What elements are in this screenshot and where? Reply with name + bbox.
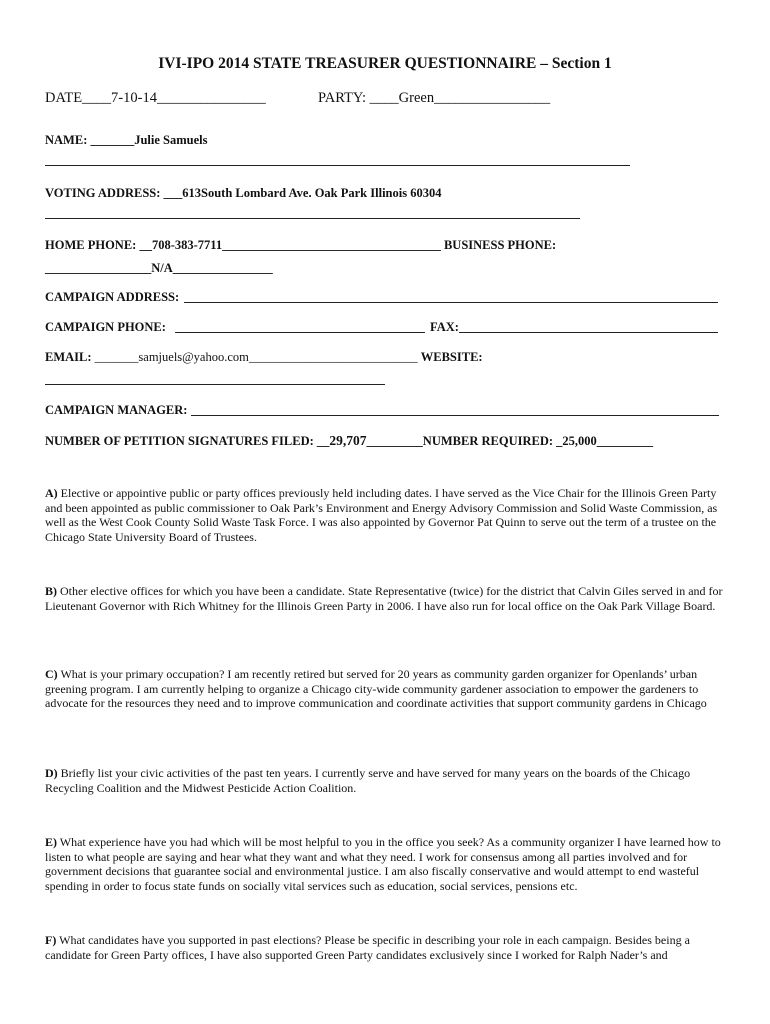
campaign-manager-label: CAMPAIGN MANAGER: xyxy=(45,403,188,417)
fax-label: FAX: xyxy=(430,320,459,334)
question-letter: D) xyxy=(45,766,58,780)
voting-address-field: VOTING ADDRESS: ___613South Lombard Ave. Oak Park Illinois 60304 xyxy=(45,186,442,200)
petition-required-text: _________NUMBER REQUIRED: _25,000_________ xyxy=(366,434,654,448)
email-field xyxy=(45,350,483,365)
question-letter: A) xyxy=(45,486,58,500)
question-text: Briefly list your civic activities of the past ten years. I currently serve and have served for many years on the boards of the Chicago Recycling Coalition and the Midwest Pesticide Action Coalition. xyxy=(45,766,691,795)
page-title: IVI-IPO 2014 STATE TREASURER QUESTIONNAIRE – Section 1 xyxy=(158,55,612,72)
email-value: _______samjuels@yahoo.com___________________________ xyxy=(91,350,418,364)
name-continuation-line xyxy=(45,165,630,166)
petition-filed-value: 29,707 xyxy=(329,433,367,448)
question-text: Other elective offices for which you have been a candidate. State Representative (twice) for the district that Calvin Giles served in and for Lieutenant Governor with Rich Whitney for the Illinois Green Party in 2006. I have also run for local office on the Oak Park Village Board. xyxy=(45,584,723,613)
question-e xyxy=(45,835,725,893)
question-b xyxy=(45,584,725,613)
campaign-phone-label: CAMPAIGN PHONE: xyxy=(45,320,166,334)
question-text: Elective or appointive public or party offices previously held including dates. I have served as the Vice Chair for the Illinois Green Party and been appointed as public commissioner to Oak Park’s Environment and Energy Advisory Commission and Solid Waste Commission, as well as the West Cook County Solid Waste Task Force. I was also appointed by Governor Pat Quinn to serve out the term of a trustee on the Chicago State University Board of Trustees. xyxy=(45,486,718,544)
question-letter: E) xyxy=(45,835,57,849)
petition-filed-label: NUMBER OF PETITION SIGNATURES FILED: __ xyxy=(45,434,330,448)
question-d xyxy=(45,766,725,795)
business-phone-value: _________________N/A________________ xyxy=(45,261,273,275)
fax-blank xyxy=(459,332,718,333)
home-phone-field: HOME PHONE: __708-383-7711___________________________________ BUSINESS PHONE: xyxy=(45,238,557,252)
party-field: PARTY: ____Green________________ xyxy=(318,90,551,106)
question-letter: B) xyxy=(45,584,57,598)
campaign-phone-blank xyxy=(175,332,425,333)
website-label: WEBSITE: xyxy=(420,350,483,364)
address-continuation-line xyxy=(45,218,580,219)
email-label: EMAIL: xyxy=(45,350,92,364)
question-a xyxy=(45,486,725,544)
question-text: What is your primary occupation? I am recently retired but served for 20 years as community garden organizer for Openlands’ urban greening program. I am currently helping to organize a Chicago city-wide community gardener association to empower the gardeners to advocate for the resources they need and to improve communication and coordinate activities that support community gardens in Chicago xyxy=(45,667,707,711)
question-letter: F) xyxy=(45,933,57,947)
question-f xyxy=(45,933,725,962)
name-field: NAME: _______Julie Samuels xyxy=(45,133,208,147)
question-letter: C) xyxy=(45,667,58,681)
campaign-manager-blank xyxy=(191,415,719,416)
question-c xyxy=(45,667,725,711)
petition-signatures-field xyxy=(45,433,653,449)
question-text: What experience have you had which will be most helpful to you in the office you seek? As a community organizer I have learned how to listen to what people are saying and hear what they want and what they need. I work for consensus among all parties involved and for government decisions that guarantee social and environmental justice. I am also fiscally conservative and would attempt to end wasteful spending in order to focus state funds on socially vital services such as education, social services, pensions etc. xyxy=(45,835,721,893)
question-text: What candidates have you supported in past elections? Please be specific in describing your role in each campaign. Besides being a candidate for Green Party offices, I have also supported Green Party candidates exclusively since I worked for Ralph Nader’s and xyxy=(45,933,690,962)
campaign-address-label: CAMPAIGN ADDRESS: xyxy=(45,290,180,304)
website-blank xyxy=(45,384,385,385)
date-field: DATE____7-10-14_______________ xyxy=(45,90,266,106)
campaign-address-blank xyxy=(184,302,718,303)
